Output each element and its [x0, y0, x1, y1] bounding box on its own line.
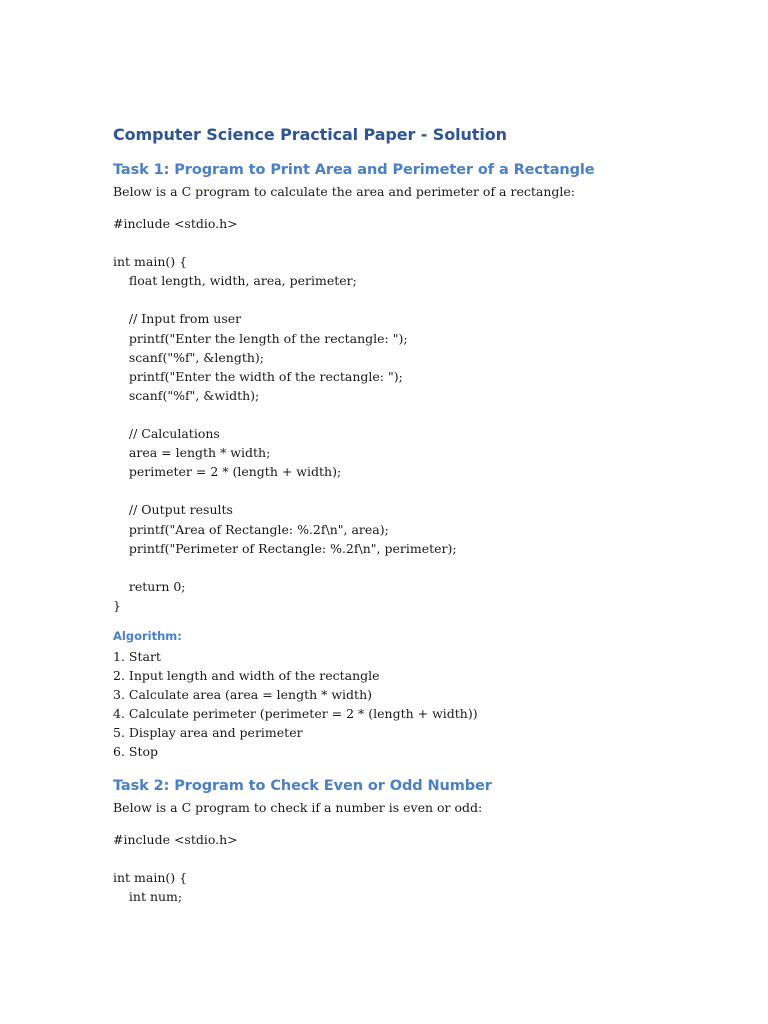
algorithm-heading: Algorithm:	[113, 628, 182, 643]
algorithm-step: 3. Calculate area (area = length * width)	[113, 687, 373, 703]
code-line: int num;	[113, 888, 183, 904]
code-line: }	[113, 597, 121, 613]
algorithm-step: 6. Stop	[113, 744, 159, 760]
task-2-heading: Task 2: Program to Check Even or Odd Number	[113, 777, 492, 794]
algorithm-steps-list	[113, 647, 713, 762]
code-line: area = length * width;	[113, 445, 271, 461]
code-line: perimeter = 2 * (length + width);	[113, 464, 342, 480]
code-line: printf("Perimeter of Rectangle: %.2f\n", perimeter);	[113, 540, 457, 556]
code-line: // Output results	[113, 502, 233, 518]
task-1-code-block	[113, 214, 713, 615]
code-line	[113, 233, 713, 252]
task-1-section	[113, 160, 713, 762]
code-line: printf("Area of Rectangle: %.2f\n", area);	[113, 521, 389, 537]
document-title: Computer Science Practical Paper - Solution	[113, 125, 507, 144]
code-line: printf("Enter the length of the rectangle: ");	[113, 330, 408, 346]
algorithm-step: 1. Start	[113, 648, 161, 664]
code-line: float length, width, area, perimeter;	[113, 273, 357, 289]
code-line: scanf("%f", &width);	[113, 387, 260, 403]
code-line: int main() {	[113, 869, 188, 885]
task-2-section	[113, 776, 713, 906]
code-line: return 0;	[113, 578, 186, 594]
task-2-code-block	[113, 830, 713, 906]
algorithm-step: 5. Display area and perimeter	[113, 725, 303, 741]
task-2-intro: Below is a C program to check if a number is even or odd:	[113, 799, 483, 815]
task-1-heading: Task 1: Program to Print Area and Perimeter of a Rectangle	[113, 162, 595, 178]
code-line	[113, 481, 713, 500]
code-line: int main() {	[113, 254, 188, 270]
code-line: // Calculations	[113, 426, 220, 442]
task-1-intro: Below is a C program to calculate the area and perimeter of a rectangle:	[113, 184, 575, 199]
algorithm-step: 4. Calculate perimeter (perimeter = 2 * (length + width))	[113, 706, 478, 722]
code-line	[113, 290, 713, 309]
code-line: scanf("%f", &length);	[113, 349, 265, 365]
code-line	[113, 849, 713, 868]
code-line	[113, 405, 713, 424]
code-line: // Input from user	[113, 311, 242, 327]
code-line: #include <stdio.h>	[113, 831, 238, 847]
code-line	[113, 558, 713, 577]
algorithm-step: 2. Input length and width of the rectangle	[113, 668, 380, 684]
code-line: #include <stdio.h>	[113, 216, 238, 231]
code-line: printf("Enter the width of the rectangle: ");	[113, 368, 403, 384]
document-content	[113, 124, 713, 918]
